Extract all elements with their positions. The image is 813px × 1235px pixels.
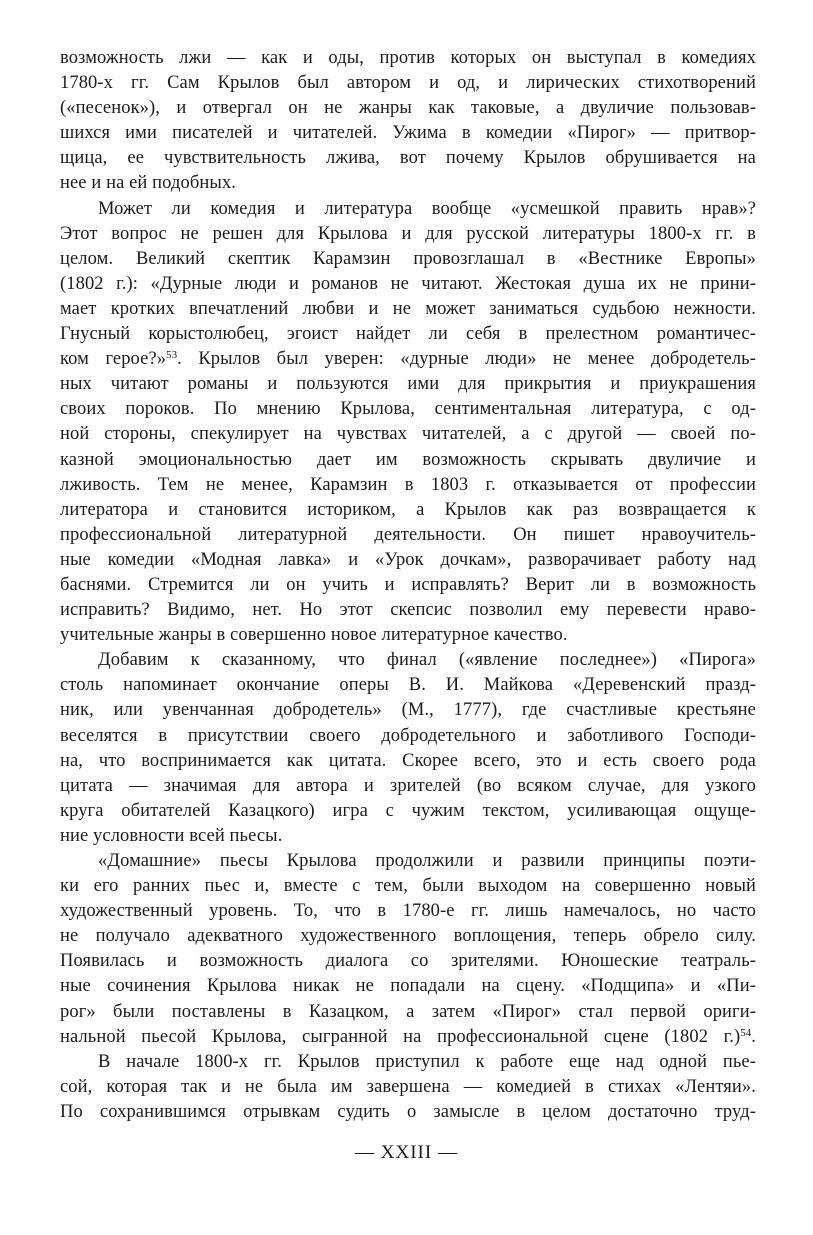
text-line-p5-1: В начале 1800-х гг. Крылов приступил к работе еще над одной пье- (98, 1051, 756, 1072)
text-line-p4-1: «Домашние» пьесы Крылова продолжили и развили принципы поэти- (98, 851, 756, 871)
text-line-p4-3: художественный уровень. То, что в 1780-е гг. лишь намечалось, но часто (60, 901, 756, 922)
text-line-p2-12: лживость. Тем не менее, Карамзин в 1803 г. отказывается от профессии (60, 474, 756, 495)
text-line-p2-9: своих пороков. По мнению Крылова, сентиментальная литература, с од- (60, 399, 756, 420)
text-line-p1-6: нее и на ей подобных. (60, 173, 236, 194)
text-line-p2-1: Может ли комедия и литература вообще «усмешкой править нрав»? (98, 198, 756, 219)
text-line-p3-3: ник, или увенчанная добродетель» (М., 1777), где счастливые крестьяне (60, 700, 756, 721)
text-line-p5-3: По сохранившимся отрывкам судить о замысле в целом достаточно труд- (60, 1101, 756, 1122)
text-line-p3-2: столь напоминает окончание оперы В. И. Майкова «Деревенский празд- (60, 675, 756, 696)
text-line-p3-6: цитата — значимая для автора и зрителей (во всяком случае, для узкого (60, 775, 756, 796)
text-line-p2-8: ных читают романы и пользуются ими для прикрытия и приукрашения (60, 374, 756, 395)
text-line-p1-3: («песенок»), и отвергал он не жанры как таковые, а двуличие пользовав- (60, 98, 756, 119)
text-line-p3-7: круга обитателей Казацкого) игра с чужим текстом, усиливающая ощуще- (60, 800, 756, 821)
text-line-p2-10: ной стороны, спекулирует на чувствах читателей, а с другой — своей по- (60, 424, 756, 445)
text-line-p2-14: профессиональной литературной деятельности. Он пишет нравоучитель- (60, 524, 756, 545)
text-line-p4-5: Появилась и возможность диалога со зрителями. Юношеские театраль- (60, 951, 756, 972)
text-line-p3-8: ние условности всей пьесы. (60, 825, 283, 846)
page-text-block (60, 46, 756, 1125)
text-line-p2-13: литератора и становится историком, а Крылов как раз возвращается к (60, 499, 756, 520)
text-line-p4-6: ные сочинения Крылова никак не попадали на сцену. «Подщипа» и «Пи- (60, 976, 756, 997)
text-line-p5-2: сой, которая так и не была им завершена — комедией в стихах «Лентяи». (60, 1076, 756, 1097)
text-line-p4-2: ки его ранних пьес и, вместе с тем, были выходом на совершенно новый (60, 876, 756, 897)
text-line-p3-1: Добавим к сказанному, что финал («явление последнее») «Пирога» (98, 650, 756, 671)
text-line-p2-3: целом. Великий скептик Карамзин провозглашал в «Вестнике Европы» (60, 248, 756, 269)
text-line-p2-16: баснями. Стремится ли он учить и исправлять? Верит ли в возможность (60, 574, 756, 595)
text-line-p2-4: (1802 г.): «Дурные люди и романов не читают. Жестокая душа их не прини- (60, 273, 756, 294)
text-line-p1-4: шихся ими писателей и читателей. Ужима в комедии «Пирог» — притвор- (60, 123, 756, 144)
text-line-p4-4: не получало адекватного художественного воплощения, теперь обрело силу. (60, 926, 756, 947)
text-line-p3-4: веселятся в присутствии своего добродетельного и заботливого Господи- (60, 725, 756, 746)
footnote-ref-53: 53 (166, 349, 178, 362)
text-line-p2-17: исправить? Видимо, нет. Но этот скепсис позволил ему перевести нраво- (60, 600, 756, 621)
text-line-p3-5: на, что воспринимается как цитата. Скорее всего, это и есть своего рода (60, 750, 756, 771)
text-line-p1-5: щица, ее чувствительность лжива, вот почему Крылов обрушивается на (60, 148, 756, 169)
text-line-p2-2: Этот вопрос не решен для Крылова и для русской литературы 1800-х гг. в (60, 223, 756, 244)
text-line-p2-11: казной эмоциональностью дает им возможность скрывать двуличие и (60, 449, 756, 470)
text-line-p4-8: нальной пьесой Крылова, сыгранной на профессиональной сцене (1802 г.)$^{54}$. (60, 1026, 756, 1047)
text-line-p2-6: Гнусный корыстолюбец, эгоист найдет ли себя в прелестном романтичес- (60, 324, 756, 345)
footnote-ref-54: 54 (740, 1026, 752, 1039)
text-line-p4-7: рог» были поставлены в Казацком, а затем «Пирог» стал первой ориги- (60, 1001, 756, 1022)
page-number: — XXIII — (355, 1142, 458, 1163)
text-line-p2-7: ком герое?»$^{53}$. Крылов был уверен: «дурные люди» не менее добродетель- (60, 349, 756, 370)
text-line-p1-1: возможность лжи — как и оды, против которых он выступал в комедиях (60, 48, 756, 68)
text-line-p1-2: 1780-х гг. Сам Крылов был автором и од, и лирических стихотворений (60, 73, 756, 94)
text-line-p2-5: мает кротких впечатлений любви и не может заниматься судьбою нежности. (60, 298, 756, 319)
text-line-p2-18: учительные жанры в совершенно новое литературное качество. (60, 625, 568, 646)
text-line-p2-15: ные комедии «Модная лавка» и «Урок дочкам», разворачивает работу над (60, 549, 756, 570)
